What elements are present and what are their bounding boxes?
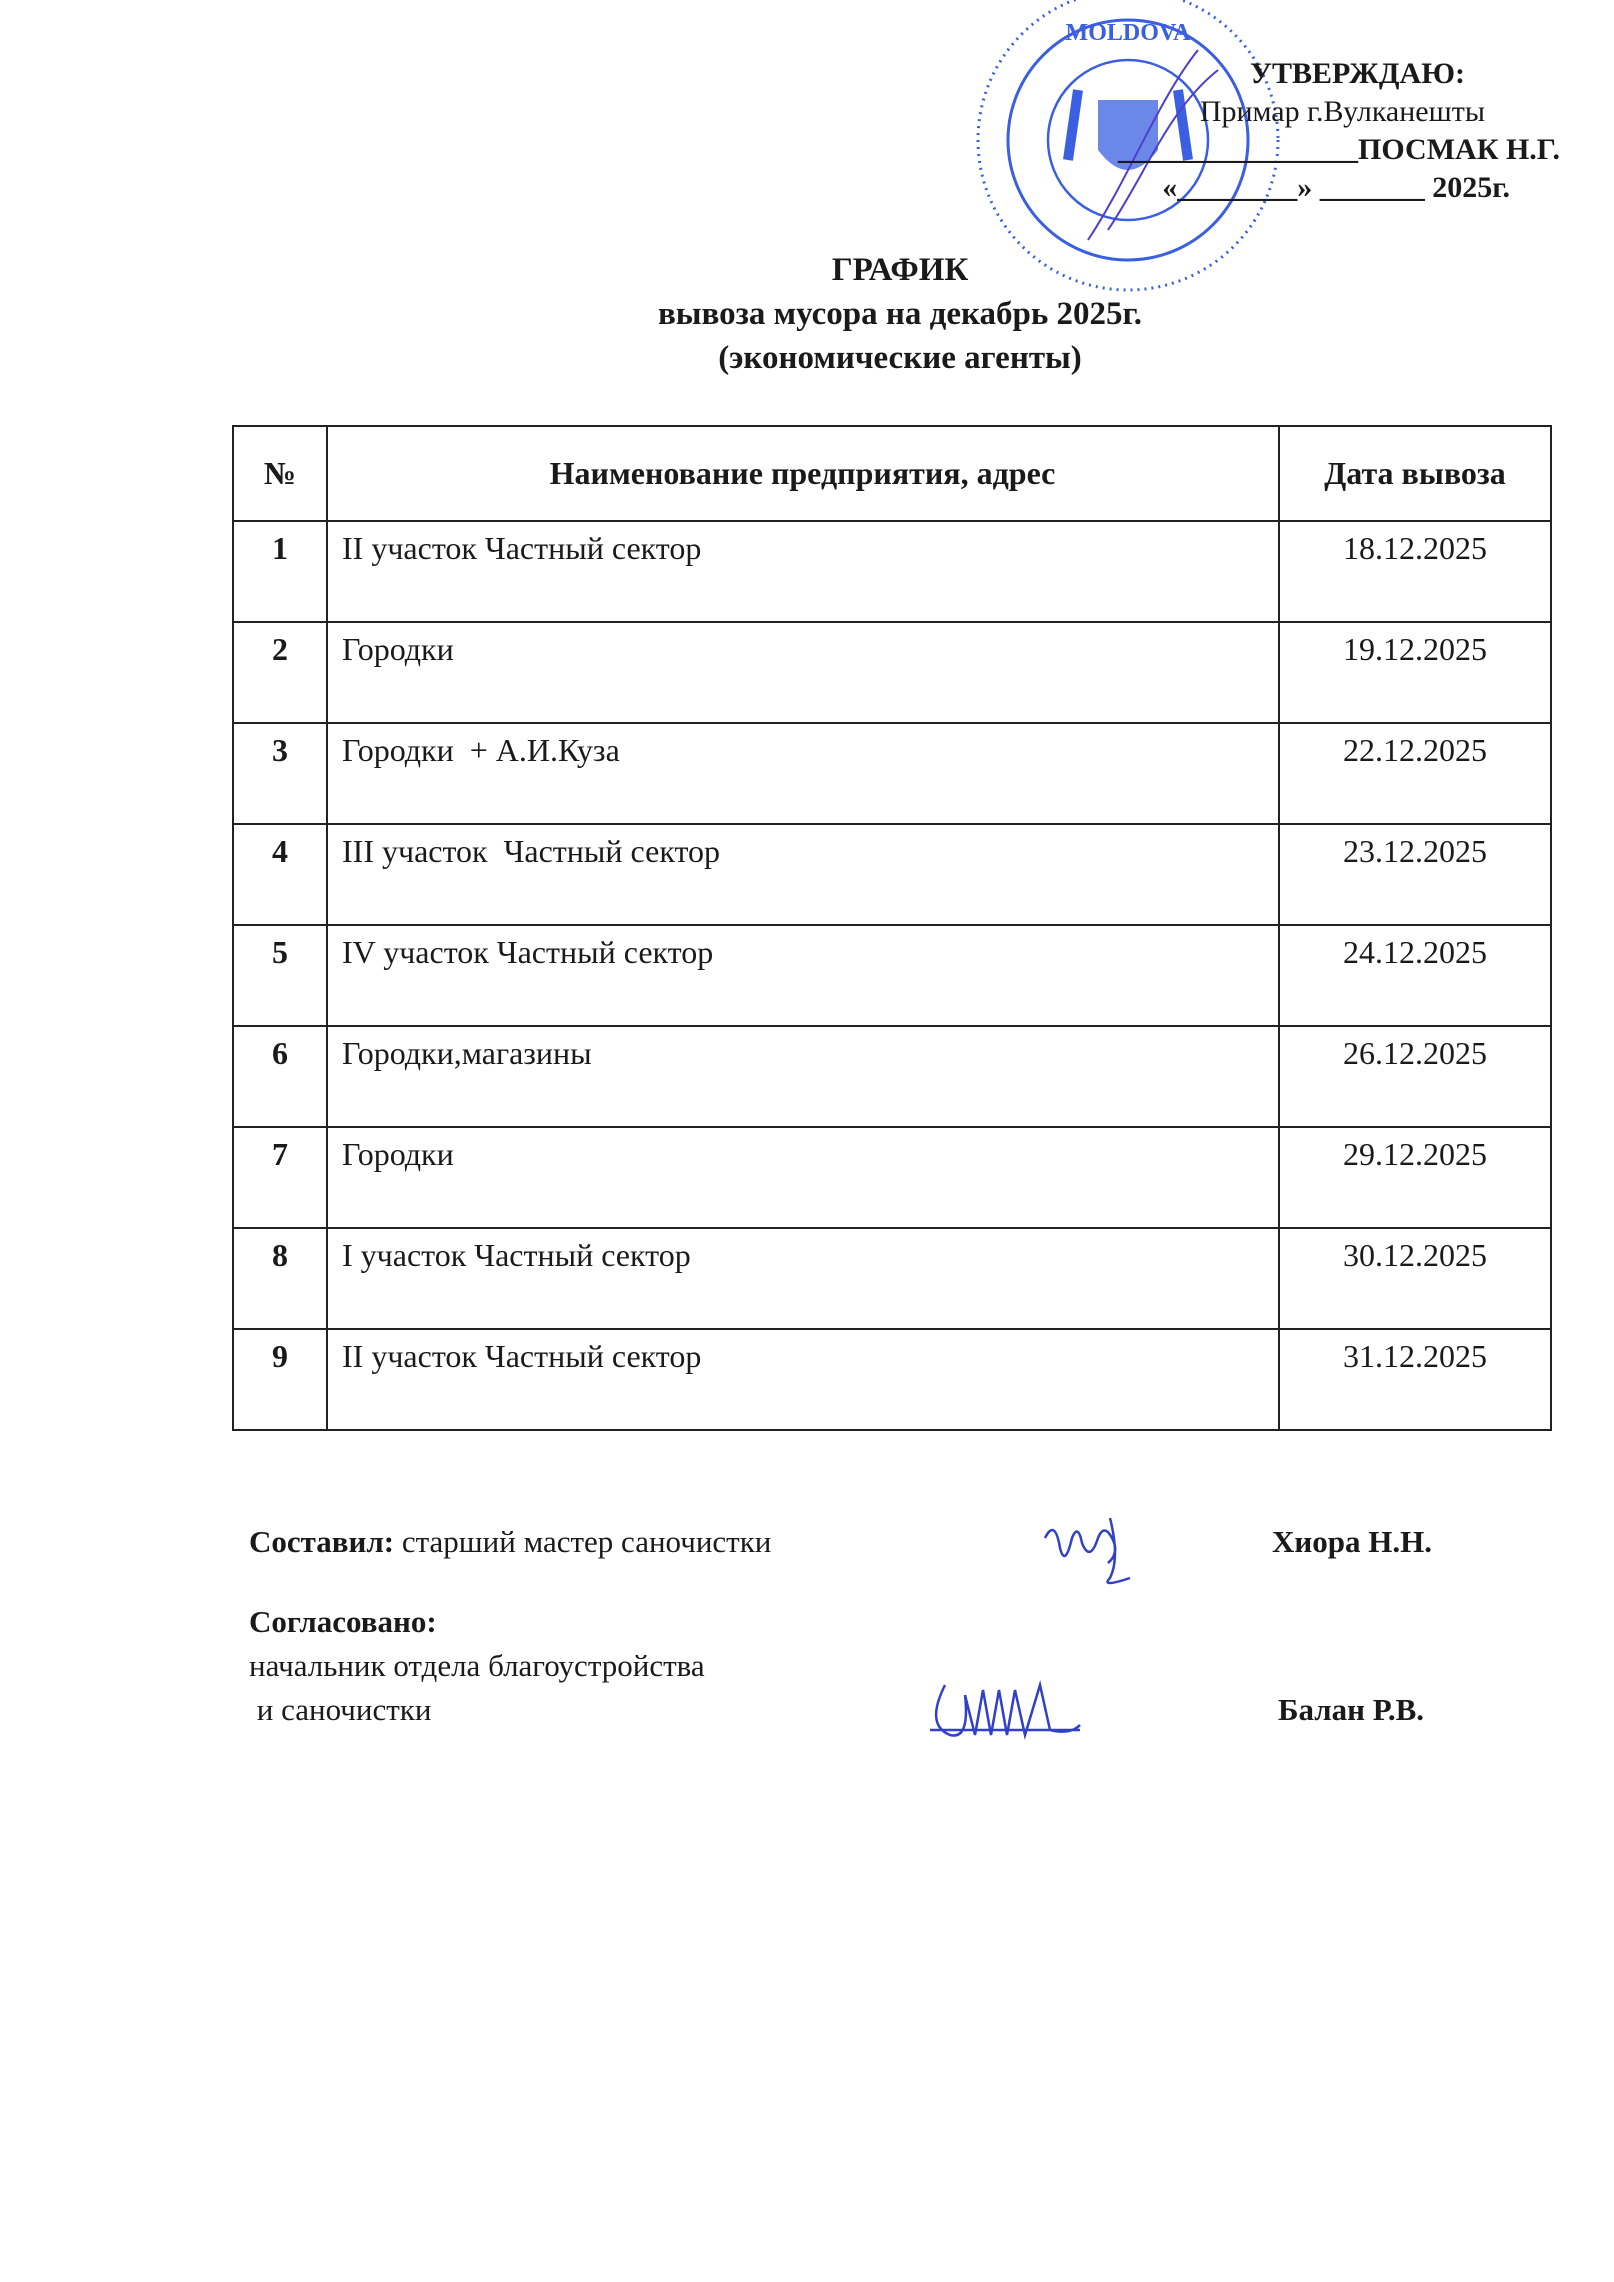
- row-name: II участок Частный сектор: [327, 521, 1279, 622]
- table-row: [233, 1329, 1551, 1430]
- row-number: 6: [233, 1026, 327, 1127]
- table-row: [233, 1127, 1551, 1228]
- table-header-row: [233, 426, 1551, 521]
- row-name: IV участок Частный сектор: [327, 925, 1279, 1026]
- row-date: 24.12.2025: [1279, 925, 1551, 1026]
- row-number: 9: [233, 1329, 327, 1430]
- table-row: [233, 1026, 1551, 1127]
- row-date: 18.12.2025: [1279, 521, 1551, 622]
- header-name: Наименование предприятия, адрес: [327, 426, 1279, 521]
- compiled-role: старший мастер саночистки: [394, 1524, 772, 1559]
- row-date: 29.12.2025: [1279, 1127, 1551, 1228]
- row-number: 8: [233, 1228, 327, 1329]
- signature-compiler: [1040, 1508, 1140, 1588]
- header-date: Дата вывоза: [1279, 426, 1551, 521]
- document-title: [400, 248, 1400, 380]
- table-row: [233, 723, 1551, 824]
- row-number: 4: [233, 824, 327, 925]
- row-name: II участок Частный сектор: [327, 1329, 1279, 1430]
- row-date: 30.12.2025: [1279, 1228, 1551, 1329]
- approval-heading: УТВЕРЖДАЮ:: [1249, 57, 1465, 90]
- title-line-2: вывоза мусора на декабрь 2025г.: [657, 296, 1143, 332]
- row-date: 22.12.2025: [1279, 723, 1551, 824]
- table-row: [233, 824, 1551, 925]
- title-line-1: ГРАФИК: [831, 252, 969, 288]
- agreed-role-1: начальник отдела благоустройства: [249, 1648, 705, 1683]
- approval-date: «________» _______ 2025г.: [1162, 171, 1510, 204]
- table-row: [233, 622, 1551, 723]
- row-number: 3: [233, 723, 327, 824]
- row-name: Городки: [327, 1127, 1279, 1228]
- row-date: 26.12.2025: [1279, 1026, 1551, 1127]
- row-number: 2: [233, 622, 327, 723]
- approval-block: [1090, 55, 1560, 207]
- row-name: Городки: [327, 622, 1279, 723]
- table-row: [233, 925, 1551, 1026]
- compiled-label: Составил:: [249, 1524, 395, 1559]
- row-date: 19.12.2025: [1279, 622, 1551, 723]
- schedule-table: [232, 425, 1552, 1431]
- row-number: 1: [233, 521, 327, 622]
- row-number: 7: [233, 1127, 327, 1228]
- agreed-role-2: и саночистки: [249, 1692, 432, 1727]
- approval-position: Примар г.Вулканешты: [1199, 95, 1485, 128]
- row-date: 23.12.2025: [1279, 824, 1551, 925]
- title-line-3: (экономические агенты): [718, 340, 1082, 376]
- compiled-name: Хиора Н.Н.: [1272, 1524, 1432, 1559]
- approval-name: ________________ПОСМАК Н.Г.: [1118, 133, 1560, 166]
- signature-agreed: [925, 1665, 1095, 1745]
- compiled-by: [249, 1520, 771, 1564]
- table-row: [233, 1228, 1551, 1329]
- agreed-name: Балан Р.В.: [1278, 1692, 1425, 1727]
- row-date: 31.12.2025: [1279, 1329, 1551, 1430]
- row-name: Городки,магазины: [327, 1026, 1279, 1127]
- row-number: 5: [233, 925, 327, 1026]
- agreed-label: Согласовано:: [249, 1604, 437, 1639]
- header-number: №: [233, 426, 327, 521]
- row-name: I участок Частный сектор: [327, 1228, 1279, 1329]
- svg-text:MOLDOVA: MOLDOVA: [1065, 20, 1191, 46]
- agreed-block: [249, 1600, 705, 1732]
- row-name: Городки + А.И.Куза: [327, 723, 1279, 824]
- row-name: III участок Частный сектор: [327, 824, 1279, 925]
- table-row: [233, 521, 1551, 622]
